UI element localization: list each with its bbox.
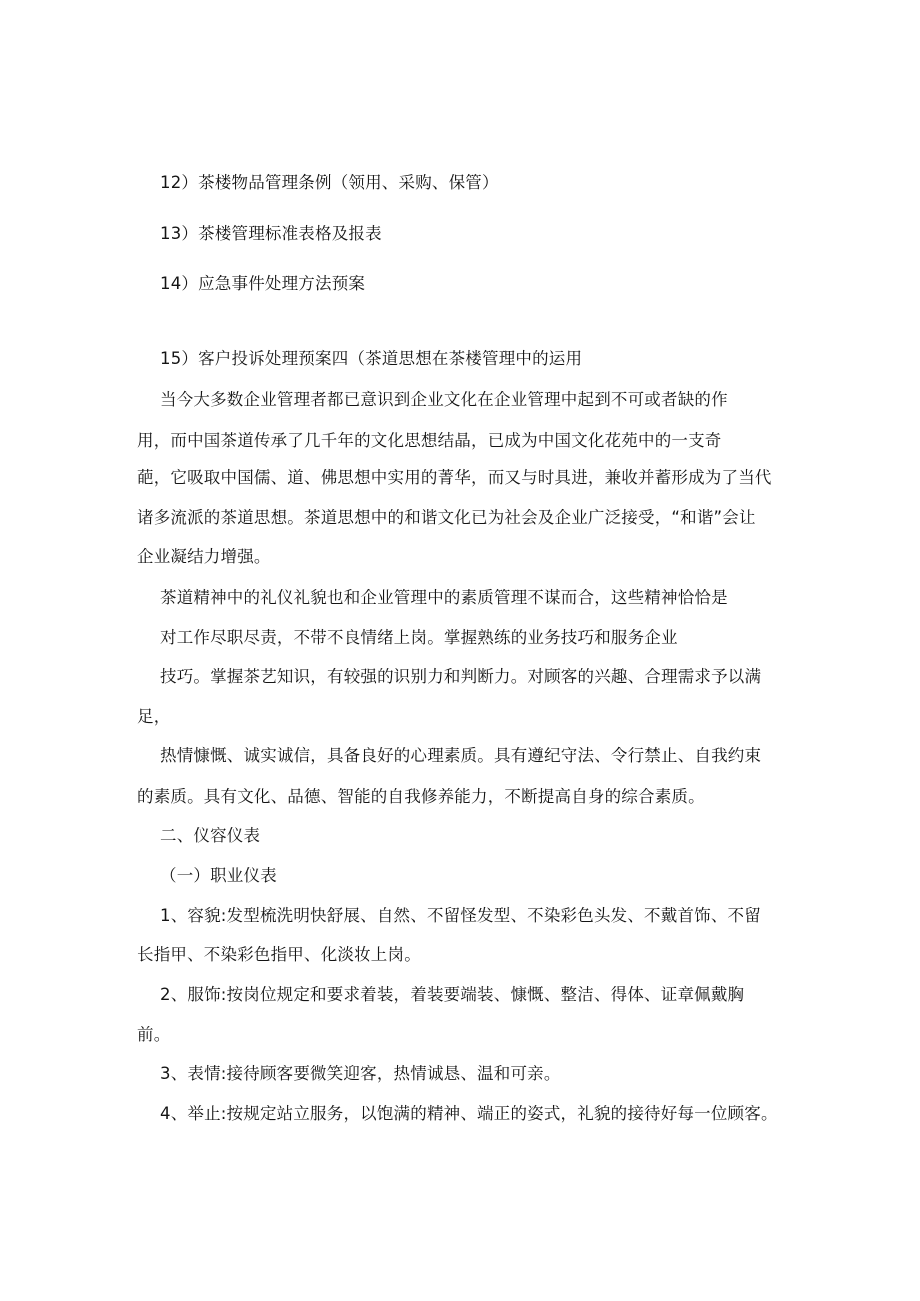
paragraph-line: 技巧。掌握茶艺知识，有较强的识别力和判断力。对顾客的兴趣、合理需求予以满 [160,667,762,686]
paragraph-line: 长指甲、不染彩色指甲、化淡妆上岗。 [137,945,421,964]
paragraph-line: 企业凝结力增强。 [137,547,271,566]
paragraph-line: 对工作尽职尽责，不带不良情绪上岗。掌握熟练的业务技巧和服务企业 [160,628,678,647]
paragraph-line: 当今大多数企业管理者都已意识到企业文化在企业管理中起到不可或者缺的作 [160,390,728,409]
paragraph-line: 热情慷慨、诚实诚信，具备良好的心理素质。具有遵纪守法、令行禁止、自我约束 [160,746,762,765]
list-item-12: 12）茶楼物品管理条例（领用、采购、保管） [160,173,499,192]
paragraph-line: 1、容貌:发型梳洗明快舒展、自然、不留怪发型、不染彩色头发、不戴首饰、不留 [160,906,761,925]
list-item-14: 14）应急事件处理方法预案 [160,274,366,293]
paragraph-line: 葩，它吸取中国儒、道、佛思想中实用的菁华，而又与时具进，兼收并蓄形成为了当代 [137,468,772,487]
paragraph-line: 诸多流派的茶道思想。茶道思想中的和谐文化已为社会及企业广泛接受，“和谐”会让 [137,508,756,527]
paragraph-line: 2、服饰:按岗位规定和要求着装，着装要端装、慷慨、整洁、得体、证章佩戴胸 [160,985,745,1004]
subsection-heading: （一）职业仪表 [160,866,277,885]
paragraph-line: 前。 [137,1025,171,1044]
paragraph-line: 用，而中国茶道传承了几千年的文化思想结晶，已成为中国文化花苑中的一支奇 [137,431,722,450]
paragraph-line: 茶道精神中的礼仪礼貌也和企业管理中的素质管理不谋而合，这些精神恰恰是 [160,588,728,607]
section-heading: 二、仪容仪表 [160,826,261,845]
paragraph-line: 的素质。具有文化、品德、智能的自我修养能力，不断提高自身的综合素质。 [137,787,705,806]
paragraph-line: 3、表情:接待顾客要微笑迎客，热情诚恳、温和可亲。 [160,1064,561,1083]
list-item-13: 13）茶楼管理标准表格及报表 [160,224,382,243]
paragraph-line: 足， [137,707,171,726]
list-item-15: 15）客户投诉处理预案四（茶道思想在茶楼管理中的运用 [160,349,583,368]
paragraph-line: 4、举止:按规定站立服务，以饱满的精神、端正的姿式，礼貌的接待好每一位顾客。 [160,1104,778,1123]
